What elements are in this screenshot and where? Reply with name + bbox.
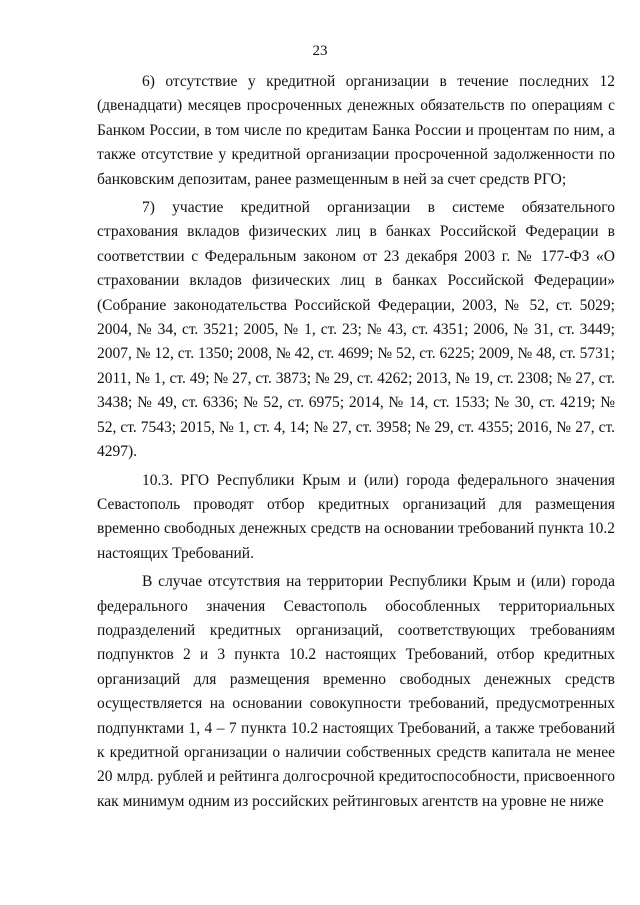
page-number: 23	[312, 43, 328, 59]
document-body	[97, 70, 615, 818]
paragraph-10-3-continuation: В случае отсутствия на территории Республики Крым и (или) города федерального значения Севастополь обособленных территориальных подразделений кредитных организаций, соответствующих требованиям подпунктов 2 и 3 пункта 10.2 настоящих Требований, отбор кредитных организаций для размещения временно свободных денежных средств осуществляется на основании совокупности требований, предусмотренных подпунктами 1, 4 – 7 пункта 10.2 настоящих Требований, а также требований к кредитной организации о наличии собственных средств капитала не менее 20 млрд. рублей и рейтинга долгосрочной кредитоспособности, присвоенного как минимум одним из российских рейтинговых агентств на уровне не ниже	[97, 573, 615, 810]
paragraph-subitem-7: 7) участие кредитной организации в системе обязательного страхования вкладов физических лиц в банках Российской Федерации в соответствии с Федеральным законом от 23 декабря 2003 г. № 177-ФЗ «О страховании вкладов физических лиц в банках Российской Федерации» (Собрание законодательства Российской Федерации, 2003, № 52, ст. 5029; 2004, № 34, ст. 3521; 2005, № 1, ст. 23; № 43, ст. 4351; 2006, № 31, ст. 3449; 2007, № 12, ст. 1350; 2008, № 42, ст. 4699; № 52, ст. 6225; 2009, № 48, ст. 5731; 2011, № 1, ст. 49; № 27, ст. 3873; № 29, ст. 4262; 2013, № 19, ст. 2308; № 27, ст. 3438; № 49, ст. 6336; № 52, ст. 6975; 2014, № 14, ст. 1533; № 30, ст. 4219; № 52, ст. 7543; 2015, № 1, ст. 4, 14; № 27, ст. 3958; № 29, ст. 4355; 2016, № 27, ст. 4297).	[97, 199, 615, 461]
paragraph-10-3: 10.3. РГО Республики Крым и (или) города федерального значения Севастополь проводят отбор кредитных организаций для размещения временно свободных денежных средств на основании требований пункта 10.2 настоящих Требований.	[97, 471, 615, 562]
paragraph-subitem-6: 6) отсутствие у кредитной организации в течение последних 12 (двенадцати) месяцев просроченных денежных обязательств по операциям с Банком России, в том числе по кредитам Банка России и процентам по ним, а также отсутствие у кредитной организации просроченной задолженности по банковским депозитам, ранее размещенным в ней за счет средств РГО;	[97, 73, 615, 188]
